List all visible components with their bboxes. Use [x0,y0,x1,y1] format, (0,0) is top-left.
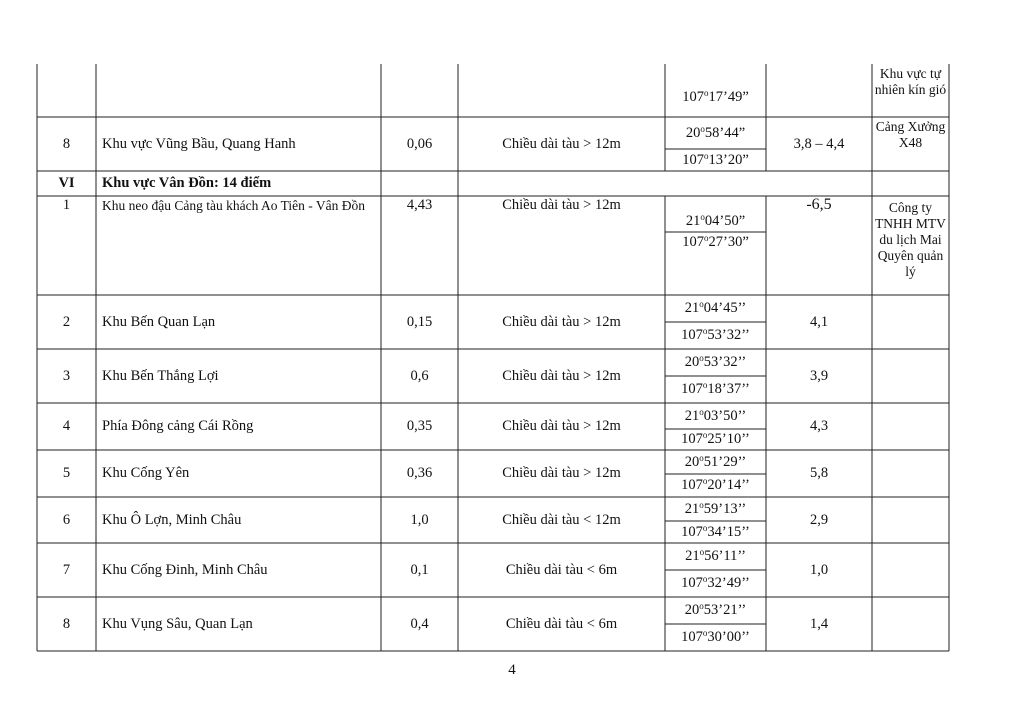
location-name: Khu Bến Thắng Lợi [102,368,219,384]
area-value: 0,6 [410,368,429,384]
longitude: 107$^o$13’20” [682,151,749,168]
section-number: VI [58,175,75,191]
area-value: 0,06 [406,136,433,152]
row-number: 1 [62,197,71,213]
row-number: 8 [62,136,71,152]
vessel-limit: Chiều dài tàu < 12m [502,512,621,528]
vessel-limit [458,64,665,117]
note: Công ty TNHH MTV du lịch Mai Quyên quản lý [875,200,946,279]
area-value: 4,43 [406,197,433,213]
longitude: 107$^o$30’00’’ [681,628,750,645]
location-name: Khu Cống Đinh, Minh Châu [102,562,268,578]
latitude: 21$^o$04’45’’ [684,299,747,316]
location-name: Khu Cống Yên [102,465,190,481]
area-value: 0,1 [410,562,429,578]
location-name: Khu Bến Quan Lạn [102,314,216,330]
latitude: 20$^o$51’29’’ [684,453,747,470]
section-title: Khu vực Vân Đồn: 14 điểm [102,175,272,191]
depth-value: 3,9 [809,368,829,384]
depth-value: 5,8 [809,465,829,481]
location-name: Khu vực Vũng Bầu, Quang Hanh [102,136,296,152]
depth-value [766,64,872,117]
depth-value: -6,5 [806,196,832,213]
latitude: 20$^o$53’21’’ [684,601,747,618]
longitude: 107$^o$32’49’’ [681,574,750,591]
note: Cảng Xưởng X48 [875,119,946,150]
longitude: 107$^o$53’32’’ [681,326,750,343]
location-name: Khu neo đậu Cảng tàu khách Ao Tiên - Vân Đồn [102,198,365,213]
location-name: Khu Ô Lợn, Minh Châu [102,512,242,528]
row-number: 5 [62,465,71,481]
area-value: 1,0 [410,512,429,528]
area-value [381,64,458,117]
latitude: 21$^o$04’50” [685,212,746,229]
latitude: 21$^o$03’50’’ [684,407,747,424]
depth-value: 3,8 – 4,4 [793,136,845,152]
row-number: 7 [62,562,71,578]
vessel-limit: Chiều dài tàu > 12m [502,197,621,213]
vessel-limit: Chiều dài tàu > 12m [502,314,621,330]
depth-value: 1,4 [809,616,829,632]
depth-value: 4,3 [809,418,829,434]
depth-value: 1,0 [809,562,829,578]
latitude: 20$^o$58’44” [685,124,746,141]
location-name [96,64,381,117]
area-value: 0,36 [406,465,433,481]
area-value: 0,4 [410,616,429,632]
latitude: 21$^o$59’13’’ [684,500,747,517]
latitude: 21$^o$56’11’’ [685,547,746,564]
row-number [37,64,96,117]
note: Khu vực tự nhiên kín gió [874,66,947,97]
vessel-limit: Chiều dài tàu > 12m [502,136,621,152]
latitude: 20$^o$53’32’’ [684,353,747,370]
row-number: 2 [62,314,71,330]
vessel-limit: Chiều dài tàu < 6m [505,562,618,578]
area-value: 0,15 [406,314,433,330]
row-number: 3 [62,368,71,384]
vessel-limit: Chiều dài tàu > 12m [502,368,621,384]
vessel-limit: Chiều dài tàu > 12m [502,465,621,481]
longitude: 107$^o$34’15’’ [681,523,750,540]
vessel-limit: Chiều dài tàu < 6m [505,616,618,632]
longitude: 107$^o$27’30” [682,233,749,250]
longitude: 107$^o$18’37’’ [681,380,750,397]
row-number: 4 [62,418,71,434]
row-number: 6 [62,512,71,528]
area-value: 0,35 [406,418,433,434]
location-name: Phía Đông cảng Cái Rồng [102,418,254,434]
row-number: 8 [62,616,71,632]
depth-value: 2,9 [809,512,829,528]
page-number: 4 [508,662,516,678]
depth-value: 4,1 [809,314,829,330]
location-name: Khu Vụng Sâu, Quan Lạn [102,616,253,632]
longitude: 107$^o$17’49” [682,88,749,105]
longitude: 107$^o$25’10’’ [681,430,750,447]
vessel-limit: Chiều dài tàu > 12m [502,418,621,434]
longitude: 107$^o$20’14’’ [681,476,750,493]
